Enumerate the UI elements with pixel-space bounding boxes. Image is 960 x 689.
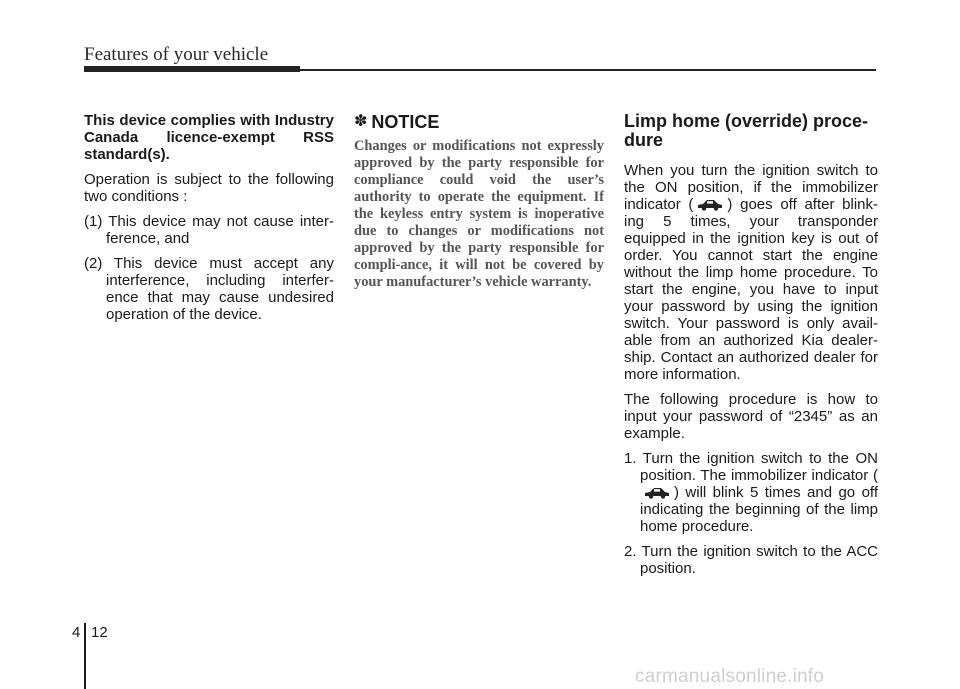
limp-home-paragraph-1: [624, 162, 878, 383]
limp-home-heading: Limp home (override) proce-dure: [624, 111, 869, 150]
notice-asterisk-icon: ✽: [354, 113, 368, 130]
condition-item-1: (1) This device may not cause inter-ference, and: [84, 213, 334, 247]
conditions-intro: Operation is subject to the following two conditions :: [84, 171, 334, 205]
immobilizer-car-icon: [695, 197, 725, 211]
limp-home-paragraph-2: The following procedure is how to input your password of “2345” as an example.: [624, 391, 878, 442]
page-number: 12: [91, 624, 108, 641]
left-column: [84, 112, 334, 331]
header-rule-thin: [300, 69, 876, 71]
condition-item-2: (2) This device must accept any interference, including interfer-ence that may cause undesired operation of the device.: [84, 255, 334, 323]
notice-body: Changes or modifications not expressly approved by the party responsible for compliance could void the user’s authority to operate the equipment. If the keyless entry system is inoperative due to changes or modifications not approved by the party responsible for compli-ance, it will not be covered by your manufacturer’s vehicle warranty.: [354, 138, 604, 290]
compliance-statement: This device complies with Industry Canada licence-exempt RSS standard(s).: [84, 112, 334, 163]
header-rule-thick: [84, 66, 300, 72]
right-column: [624, 112, 878, 585]
footer-divider: [84, 623, 86, 689]
chapter-number: 4: [72, 624, 81, 641]
step1-part-b: ) will blink 5 times and go off indicating the beginning of the limp home procedure.: [640, 484, 878, 535]
page-header-title: Features of your vehicle: [84, 44, 269, 65]
notice-heading: [354, 112, 604, 132]
step1-part-a: 1. Turn the ignition switch to the ON position. The immobilizer indicator (: [624, 450, 878, 484]
notice-column: [354, 112, 604, 291]
watermark: carmanualsonline.info: [635, 666, 825, 687]
notice-heading-label: NOTICE: [371, 112, 440, 132]
procedure-step-1: [624, 450, 878, 535]
limp-p1-part-b: ) goes off after blink-ing 5 times, your transponder equipped in the ignition key is out of order. You cannot start the engine without the limp home procedure. To start the engine, you have to input your password by using the ignition switch. Your password is only avail-able from an authorized Kia dealer-ship. Contact an authorized dealer for more information.: [624, 196, 879, 383]
immobilizer-car-icon: [642, 485, 672, 499]
limp-p1-part-a: When you turn the ignition switch to the ON position, if the immobilizer indicator (: [624, 162, 878, 213]
procedure-step-2: 2. Turn the ignition switch to the ACC position.: [624, 543, 878, 577]
